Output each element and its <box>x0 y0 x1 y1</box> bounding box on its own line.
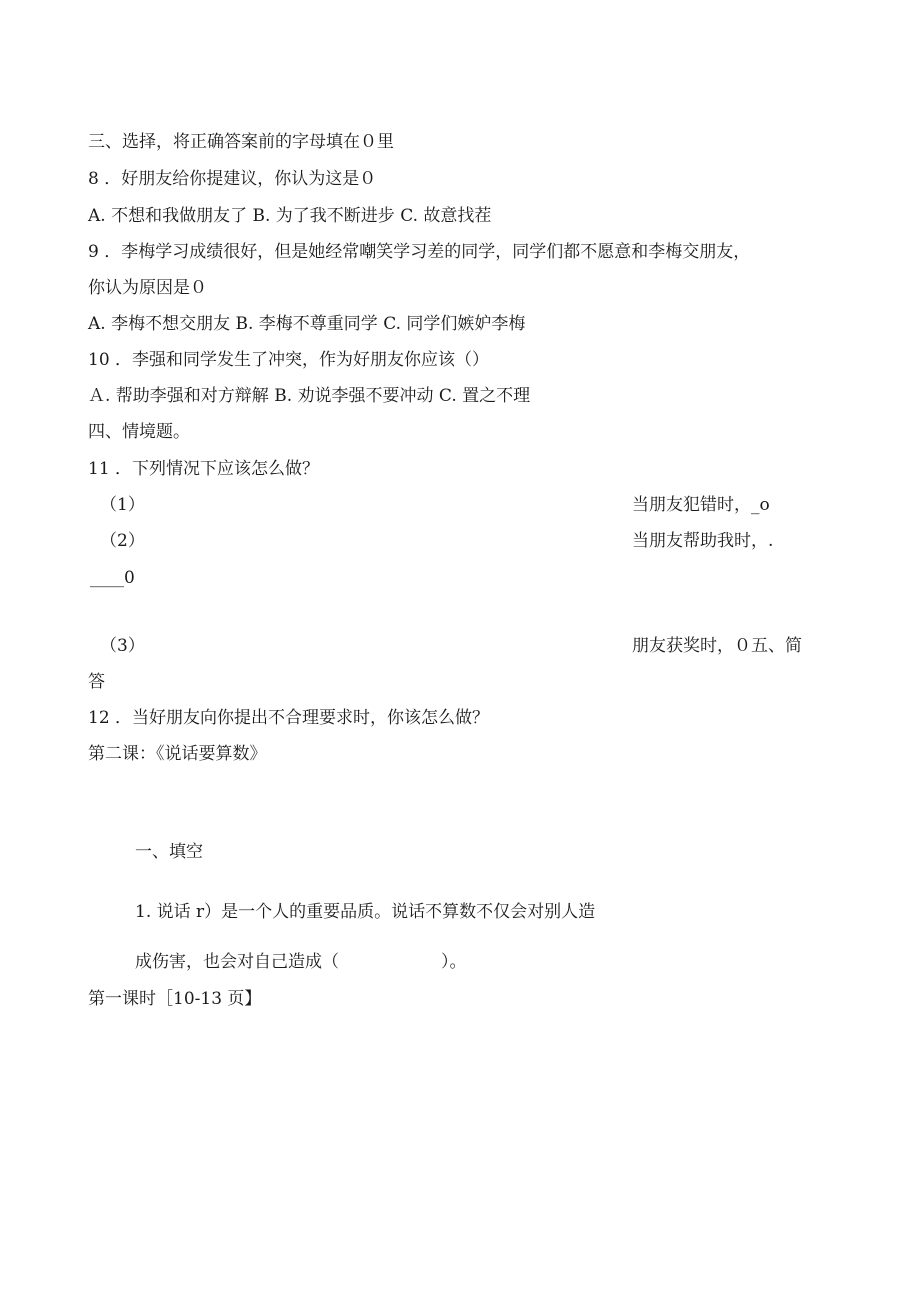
question-11-item-2-blank: ____0 <box>90 568 135 588</box>
question-9-options: A. 李梅不想交朋友 B. 李梅不尊重同学 C. 同学们嫉妒李梅 <box>88 314 526 334</box>
question-8-stem: 8 ．好朋友给你提建议，你认为这是０ <box>88 169 377 189</box>
lesson-2-title: 第二课：《说话要算数》 <box>88 744 267 764</box>
question-10-stem: 10 ．李强和同学发生了冲突，作为好朋友你应该（） <box>88 350 490 370</box>
question-11-item-3-number: （3） <box>100 636 145 656</box>
question-11-item-1-text: 当朋友犯错时，_o <box>632 495 770 515</box>
question-9-stem-line-2: 你认为原因是０ <box>88 278 207 298</box>
question-11-item-3-wrap: 答 <box>88 672 105 692</box>
question-8-options: A. 不想和我做朋友了 B. 为了我不断进步 C. 故意找茬 <box>88 206 492 226</box>
section-3-heading: 三、选择，将正确答案前的字母填在０里 <box>88 132 394 152</box>
question-11-item-2-text: 当朋友帮助我时，. <box>632 531 774 551</box>
lesson-2-question-1-line-2: 成伤害，也会对自己造成（ ）。 <box>135 952 467 972</box>
question-11-item-3-text: 朋友获奖时，０五、简 <box>632 636 802 656</box>
question-11-item-1-number: （1） <box>100 495 145 515</box>
lesson-2-question-1-line-1: 1. 说话 r）是一个人的重要品质。说话不算数不仅会对别人造 <box>135 902 596 922</box>
question-11-item-2-number: （2） <box>100 531 145 551</box>
question-11-stem: 11 ．下列情况下应该怎么做？ <box>88 459 320 479</box>
question-12-stem: 12 ．当好朋友向你提出不合理要求时，你该怎么做？ <box>88 708 490 728</box>
lesson-period-label: 第一课时［10-13 页】 <box>88 989 262 1009</box>
section-4-heading: 四、情境题。 <box>88 422 190 442</box>
lesson-2-section-1-heading: 一、填空 <box>135 842 203 862</box>
question-10-options: Ａ. 帮助李强和对方辩解 B. 劝说李强不要冲动 C. 置之不理 <box>88 386 531 406</box>
question-9-stem-line-1: 9 ．李梅学习成绩很好，但是她经常嘲笑学习差的同学，同学们都不愿意和李梅交朋友， <box>88 242 751 262</box>
